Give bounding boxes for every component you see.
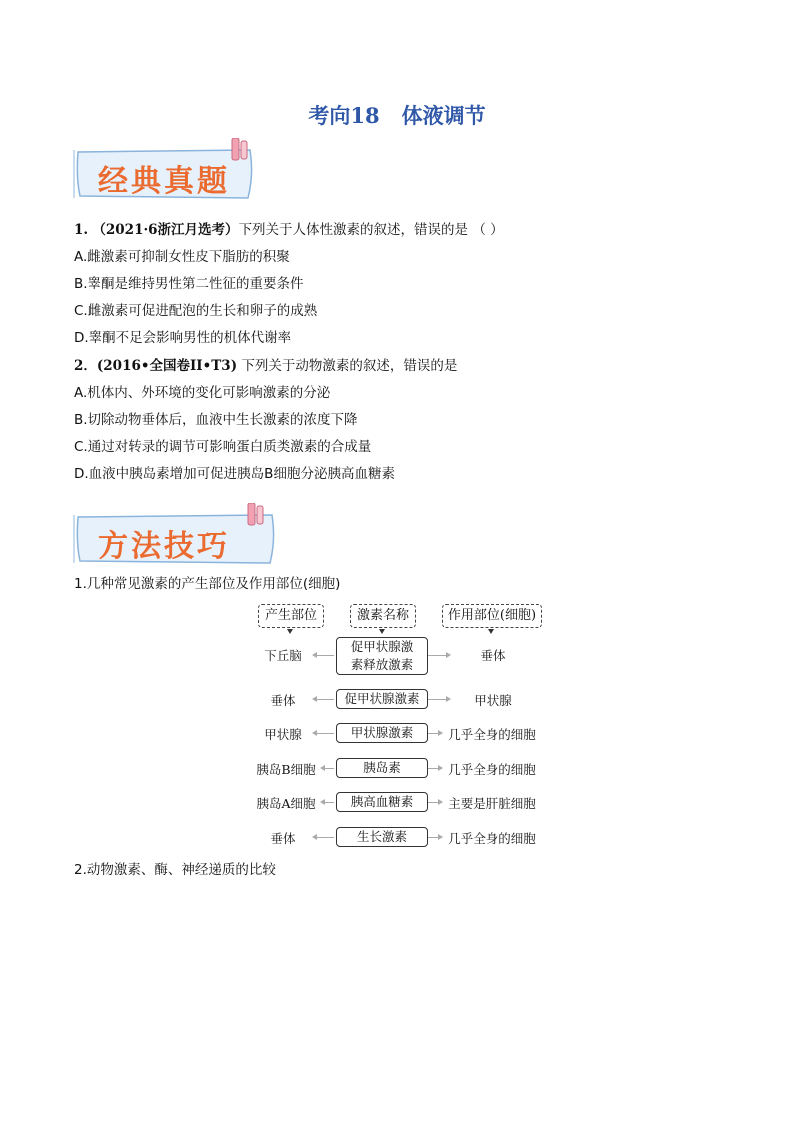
row5-origin: 胰岛A细胞 (256, 796, 316, 811)
row1-origin: 下丘脑 (264, 648, 302, 663)
connector (314, 699, 334, 700)
hormone-diagram (248, 600, 548, 850)
q1-option-d: D.睾酮不足会影响男性的机体代谢率 (74, 330, 292, 346)
title-topic-name: 体液调节 (401, 103, 486, 128)
row5-hormone: 胰高血糖素 (336, 792, 428, 812)
row5-target: 主要是肝脏细胞 (448, 796, 536, 811)
arrow-left-icon (320, 799, 325, 805)
row2-origin: 垂体 (270, 693, 296, 708)
arrow-right-icon (438, 730, 443, 736)
connector (428, 699, 448, 700)
arrow-right-icon (446, 696, 451, 702)
arrow-left-icon (320, 765, 325, 771)
arrow-left-icon (312, 652, 317, 658)
arrow-left-icon (312, 696, 317, 702)
row6-hormone: 生长激素 (336, 827, 428, 847)
q2-option-d: D.血液中胰岛素增加可促进胰岛B细胞分泌胰高血糖素 (74, 466, 395, 482)
row6-target: 几乎全身的细胞 (448, 831, 536, 846)
method2-title: 2.动物激素、酶、神经递质的比较 (74, 862, 276, 878)
row1-hormone (336, 637, 428, 675)
q1-option-c: C.雌激素可促进配泡的生长和卵子的成熟 (74, 303, 318, 319)
q1-stem (74, 221, 504, 239)
methods-label: 方法技巧 (98, 529, 230, 564)
q2-number: 2． (74, 358, 97, 374)
arrow-right-icon (438, 799, 443, 805)
row6-origin: 垂体 (270, 831, 296, 846)
row4-target: 几乎全身的细胞 (448, 762, 536, 777)
header-origin: 产生部位 (258, 604, 324, 628)
classic-questions-banner (72, 138, 262, 204)
row1-target: 垂体 (480, 648, 506, 663)
row3-target: 几乎全身的细胞 (448, 727, 536, 742)
arrow-left-icon (312, 730, 317, 736)
q2-source: (2016•全国卷II•T3) (96, 358, 238, 374)
page-title (0, 100, 794, 130)
title-topic-number: 考向18 (308, 103, 380, 128)
connector (314, 733, 334, 734)
row1-hormone-text: 促甲状腺激素释放激素 (350, 639, 414, 672)
row3-hormone: 甲状腺激素 (336, 723, 428, 743)
header-target: 作用部位(细胞) (442, 604, 542, 628)
classic-questions-label: 经典真题 (98, 164, 230, 199)
q1-source: （2021·6浙江月选考） (92, 222, 239, 238)
arrow-right-icon (438, 834, 443, 840)
connector (314, 837, 334, 838)
header-hormone-name: 激素名称 (350, 604, 416, 628)
arrow-down-icon (488, 629, 494, 634)
arrow-right-icon (438, 765, 443, 771)
row4-origin: 胰岛B细胞 (256, 762, 316, 777)
arrow-down-icon (379, 629, 385, 634)
row3-origin: 甲状腺 (264, 727, 302, 742)
row2-target: 甲状腺 (474, 693, 512, 708)
row4-hormone: 胰岛素 (336, 758, 428, 778)
row2-hormone: 促甲状腺激素 (336, 689, 428, 709)
q2-text: 下列关于动物激素的叙述，错误的是 (241, 358, 458, 374)
arrow-right-icon (446, 652, 451, 658)
q2-option-a: A.机体内、外环境的变化可影响激素的分泌 (74, 385, 331, 401)
methods-banner (72, 503, 282, 569)
connector (314, 655, 334, 656)
arrow-down-icon (287, 629, 293, 634)
q2-stem (74, 357, 457, 375)
q1-option-a: A.雌激素可抑制女性皮下脂肪的积聚 (74, 249, 290, 265)
connector (428, 655, 448, 656)
q1-number: 1. (74, 222, 89, 238)
arrow-left-icon (312, 834, 317, 840)
q2-option-c: C.通过对转录的调节可影响蛋白质类激素的合成量 (74, 439, 372, 455)
q2-option-b: B.切除动物垂体后，血液中生长激素的浓度下降 (74, 412, 358, 428)
q1-text: 下列关于人体性激素的叙述，错误的是 （ ） (238, 222, 504, 238)
method1-title: 1.几种常见激素的产生部位及作用部位(细胞) (74, 576, 341, 592)
q1-option-b: B.睾酮是维持男性第二性征的重要条件 (74, 276, 304, 292)
